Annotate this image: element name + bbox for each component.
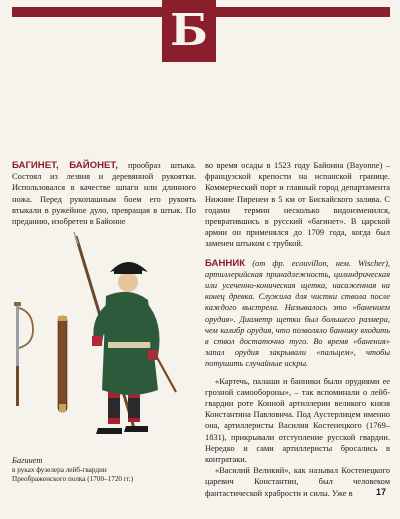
- continuation-paragraph: во время осады в 1523 году Байонна (Bayonne) – французской крепости на испанской границе. Коммерческий порт и главный город департамента Нижние Пиренеи в 5 км от Бискайского залива. С годами термин несколько видоизменился, превратившись в русский «багинет». В царской армии он применялся до 1709 года, когда был заменен штыком с трубкой.: [205, 161, 390, 249]
- scabbard-icon: [58, 316, 67, 412]
- entry-bannik-term: БАННИК: [205, 257, 246, 269]
- entry-bannik-text: артиллерийская принадлежность, цилиндрическая или усеченно-коническая щетка, насаженная на конец древка. Служила для чистки ствола после каждого выстрела. Называлось это «банением орудия». Диаметр щетки был большего размера, чем калибр орудия, что позволяло баннику входить в ствол достаточно туго. Во время «банения» запал орудия закрывали «пальцем», чтобы потушить случайные искры.: [205, 269, 390, 369]
- entry-bannik: [205, 258, 390, 370]
- baginet-blade-icon: [14, 302, 33, 406]
- entry-baginet-term: БАГИНЕТ, БАЙОНЕТ,: [12, 160, 118, 171]
- page-number: 17: [375, 487, 386, 497]
- quote-paragraph: «Картечь, палаши и банники были орудиями ее грозной самообороны», – так вспоминали о лейб-гвардии роте Конной артиллерии великого князя Константина Павловича. Под Аустерлицем именно она, артиллеристы Василия Костенецкого (1769–1831), прикрывали отступление русской гвардии. Нередко и сами артиллеристы бросались в контратаки.: [205, 376, 390, 465]
- entry-baginet: [12, 160, 196, 227]
- caption-line-2: Преображенского полка (1700–1720 гг.): [12, 474, 134, 483]
- illustration-caption: [12, 456, 196, 483]
- caption-line-1: в руках фузелера лейб-гвардии: [12, 466, 107, 474]
- caption-title: Багинет: [12, 456, 43, 465]
- soldier-icon: [74, 232, 176, 434]
- section-letter: Б: [162, 0, 216, 62]
- entry-baginet-text: прообраз штыка. Состоял из лезвия и деревянной рукоятки. Использовался в качестве шпаги или длинного ножа. Перед рукопашным боем его рукоять втыкали в ружейное дуло, превращая в штык. По преданию, изобретен в Байонне: [12, 161, 197, 227]
- illustration-baginet: [10, 232, 196, 454]
- header-rule-right: [216, 7, 390, 17]
- left-column: [12, 160, 196, 227]
- entry-bannik-origin: (от фр. ecouvillon, нем. Wischer),: [245, 258, 390, 268]
- last-paragraph: «Василий Великий», как называл Костенецкого царевич Константин, был человеком фантастической храбрости и силы. Уже в: [205, 466, 390, 498]
- right-column: [205, 160, 390, 499]
- header-rule-left: [12, 7, 162, 17]
